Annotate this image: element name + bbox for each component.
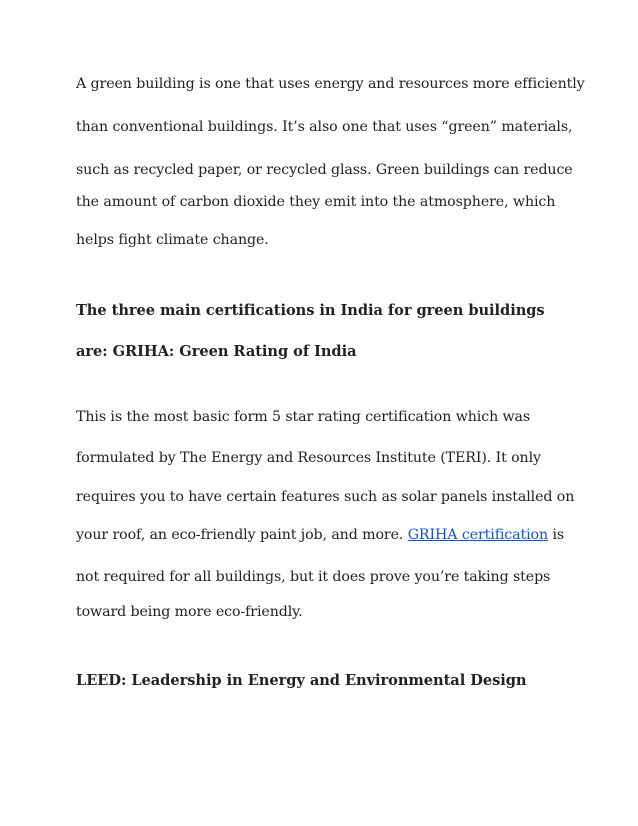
griha-certification-link[interactable]: GRIHA certification (407, 527, 549, 543)
paragraph-1-line-3: such as recycled paper, or recycled glass. Green buildings can reduce (76, 162, 573, 178)
heading-certifications-line-1: The three main certifications in India for green buildings (76, 302, 545, 319)
paragraph-2-line-6: toward being more eco-friendly. (76, 604, 303, 620)
heading-leed: LEED: Leadership in Energy and Environmental Design (76, 672, 527, 689)
paragraph-2-line-4-text: your roof, an eco-friendly paint job, and more. (76, 527, 408, 543)
paragraph-2-line-5: not required for all buildings, but it does prove you’re taking steps (76, 569, 551, 585)
heading-certifications-line-2: are: GRIHA: Green Rating of India (76, 343, 357, 360)
paragraph-1-line-1: A green building is one that uses energy and resources more efficiently (76, 76, 585, 92)
paragraph-1-line-2: than conventional buildings. It’s also one that uses “green” materials, (76, 119, 573, 135)
paragraph-2-line-1: This is the most basic form 5 star rating certification which was (76, 409, 531, 425)
paragraph-2-line-2: formulated by The Energy and Resources Institute (TERI). It only (76, 450, 541, 466)
paragraph-1-line-5: helps fight climate change. (76, 232, 269, 248)
paragraph-1-line-4: the amount of carbon dioxide they emit into the atmosphere, which (76, 194, 556, 210)
paragraph-2-line-4 (76, 525, 564, 545)
paragraph-2-line-4-tail: is (548, 527, 565, 543)
paragraph-2-line-3: requires you to have certain features such as solar panels installed on (76, 489, 575, 505)
